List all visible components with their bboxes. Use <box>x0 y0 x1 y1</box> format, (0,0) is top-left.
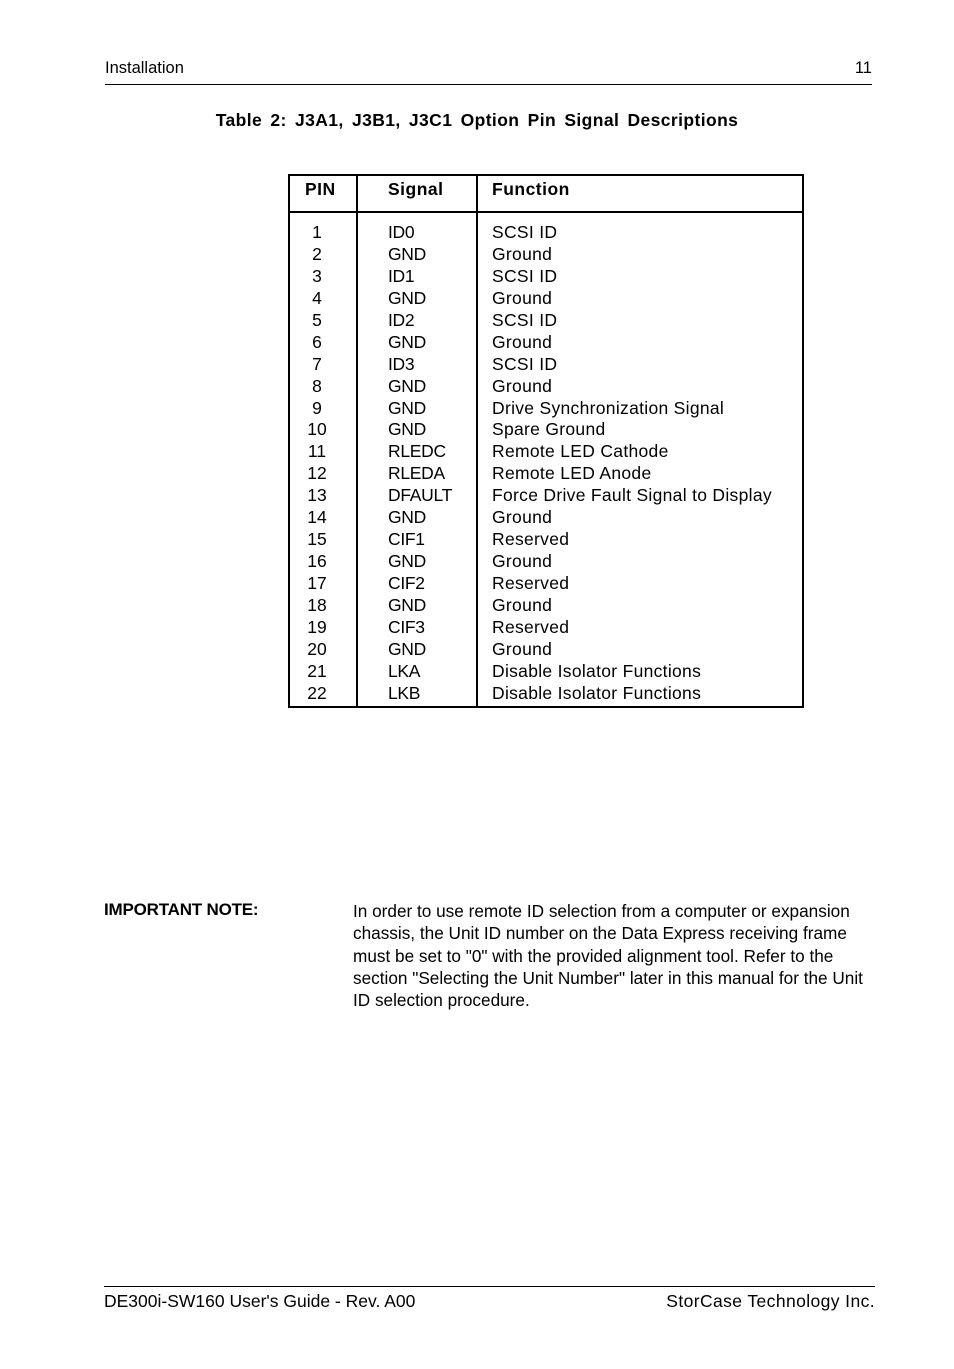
signal-cell: GND <box>388 507 426 528</box>
table-row <box>290 507 802 529</box>
pin-cell: 13 <box>307 485 327 506</box>
pin-cell: 11 <box>307 441 327 462</box>
function-cell: Ground <box>492 331 553 352</box>
column-header-pin: PIN <box>305 179 336 199</box>
function-cell: Force Drive Fault Signal to Display <box>492 485 772 506</box>
pin-cell: 18 <box>307 594 327 615</box>
function-cell: SCSI ID <box>492 222 558 242</box>
table-row <box>290 376 802 398</box>
signal-cell: ID3 <box>388 353 415 374</box>
function-cell: Reserved <box>492 573 570 593</box>
pin-cell: 15 <box>307 529 327 550</box>
function-cell: Remote LED Cathode <box>492 441 669 462</box>
function-cell: Disable Isolator Functions <box>492 682 702 703</box>
note-text: In order to use remote ID selection from a computer or expansion chassis, the Unit ID number on the Data Express receiving frame must be set to "0" with the provided alignment tool. Refer to the section "Selecting the Unit Number" later in this manual for the Unit ID selection procedure. <box>353 901 863 1011</box>
function-cell: SCSI ID <box>492 353 558 374</box>
function-cell: Ground <box>492 638 553 659</box>
table-row <box>290 266 802 288</box>
signal-cell: LKB <box>388 682 421 703</box>
signal-cell: DFAULT <box>388 485 452 506</box>
table-row <box>290 485 802 507</box>
table-body <box>290 222 802 705</box>
function-cell: SCSI ID <box>492 309 558 330</box>
pin-cell: 7 <box>312 353 322 374</box>
pin-cell: 4 <box>312 287 322 308</box>
signal-cell: RLEDA <box>388 463 445 484</box>
signal-cell: CIF1 <box>388 529 425 550</box>
signal-cell: ID1 <box>388 265 415 286</box>
running-header <box>105 58 872 85</box>
table-row <box>290 661 802 683</box>
pin-cell: 20 <box>307 638 327 659</box>
signal-cell: GND <box>388 287 426 308</box>
table-row <box>290 244 802 266</box>
pin-cell: 12 <box>307 463 327 484</box>
function-cell: Ground <box>492 594 553 615</box>
pin-cell: 6 <box>312 331 322 352</box>
page-number: 11 <box>854 59 872 77</box>
signal-cell: CIF3 <box>388 616 425 637</box>
column-header-function: Function <box>492 179 570 199</box>
function-cell: Drive Synchronization Signal <box>492 397 725 418</box>
pin-cell: 10 <box>307 419 327 440</box>
pin-cell: 3 <box>312 265 322 286</box>
table-row <box>290 639 802 661</box>
function-cell: Ground <box>492 243 553 264</box>
pin-cell: 14 <box>307 507 327 528</box>
function-cell: Remote LED Anode <box>492 463 652 484</box>
header-divider <box>290 211 802 213</box>
table-row <box>290 354 802 376</box>
function-cell: Spare Ground <box>492 419 606 440</box>
function-cell: Ground <box>492 287 553 308</box>
pin-cell: 1 <box>312 222 322 242</box>
signal-cell: GND <box>388 638 426 659</box>
table-row <box>290 595 802 617</box>
table-row <box>290 617 802 639</box>
signal-cell: GND <box>388 331 426 352</box>
pin-signal-table <box>288 174 804 708</box>
running-footer <box>104 1286 875 1315</box>
footer-document-title: DE300i-SW160 User's Guide - Rev. A00 <box>104 1291 416 1311</box>
signal-cell: GND <box>388 375 426 396</box>
function-cell: Ground <box>492 507 553 528</box>
table-row <box>290 573 802 595</box>
note-label: IMPORTANT NOTE: <box>104 900 259 919</box>
signal-cell: ID2 <box>388 309 415 330</box>
function-cell: Reserved <box>492 529 570 550</box>
function-cell: Reserved <box>492 616 570 637</box>
table-row <box>290 332 802 354</box>
pin-cell: 22 <box>307 682 327 703</box>
footer-company: StorCase Technology Inc. <box>666 1291 875 1311</box>
function-cell: Ground <box>492 551 553 572</box>
pin-cell: 21 <box>307 660 327 681</box>
table-row <box>290 310 802 332</box>
function-cell: Disable Isolator Functions <box>492 660 702 681</box>
section-title: Installation <box>105 59 184 77</box>
table-row <box>290 398 802 420</box>
signal-cell: GND <box>388 594 426 615</box>
column-header-signal: Signal <box>388 179 444 199</box>
function-cell: Ground <box>492 375 553 396</box>
signal-cell: GND <box>388 419 426 440</box>
table-row <box>290 529 802 551</box>
table-row <box>290 419 802 441</box>
pin-cell: 5 <box>312 309 322 330</box>
pin-cell: 16 <box>307 551 327 572</box>
pin-cell: 17 <box>307 573 327 593</box>
table-row <box>290 288 802 310</box>
table-row <box>290 222 802 244</box>
pin-cell: 2 <box>312 243 322 264</box>
signal-cell: CIF2 <box>388 573 425 593</box>
signal-cell: RLEDC <box>388 441 446 462</box>
table-row <box>290 463 802 485</box>
table-row <box>290 551 802 573</box>
signal-cell: GND <box>388 397 426 418</box>
function-cell: SCSI ID <box>492 265 558 286</box>
signal-cell: ID0 <box>388 222 415 242</box>
signal-cell: LKA <box>388 660 421 681</box>
pin-cell: 8 <box>312 375 322 396</box>
table-row <box>290 683 802 705</box>
pin-cell: 9 <box>312 397 322 418</box>
table-row <box>290 441 802 463</box>
table-caption: Table 2: J3A1, J3B1, J3C1 Option Pin Signal Descriptions <box>215 110 739 130</box>
signal-cell: GND <box>388 551 426 572</box>
signal-cell: GND <box>388 243 426 264</box>
pin-cell: 19 <box>307 616 327 637</box>
